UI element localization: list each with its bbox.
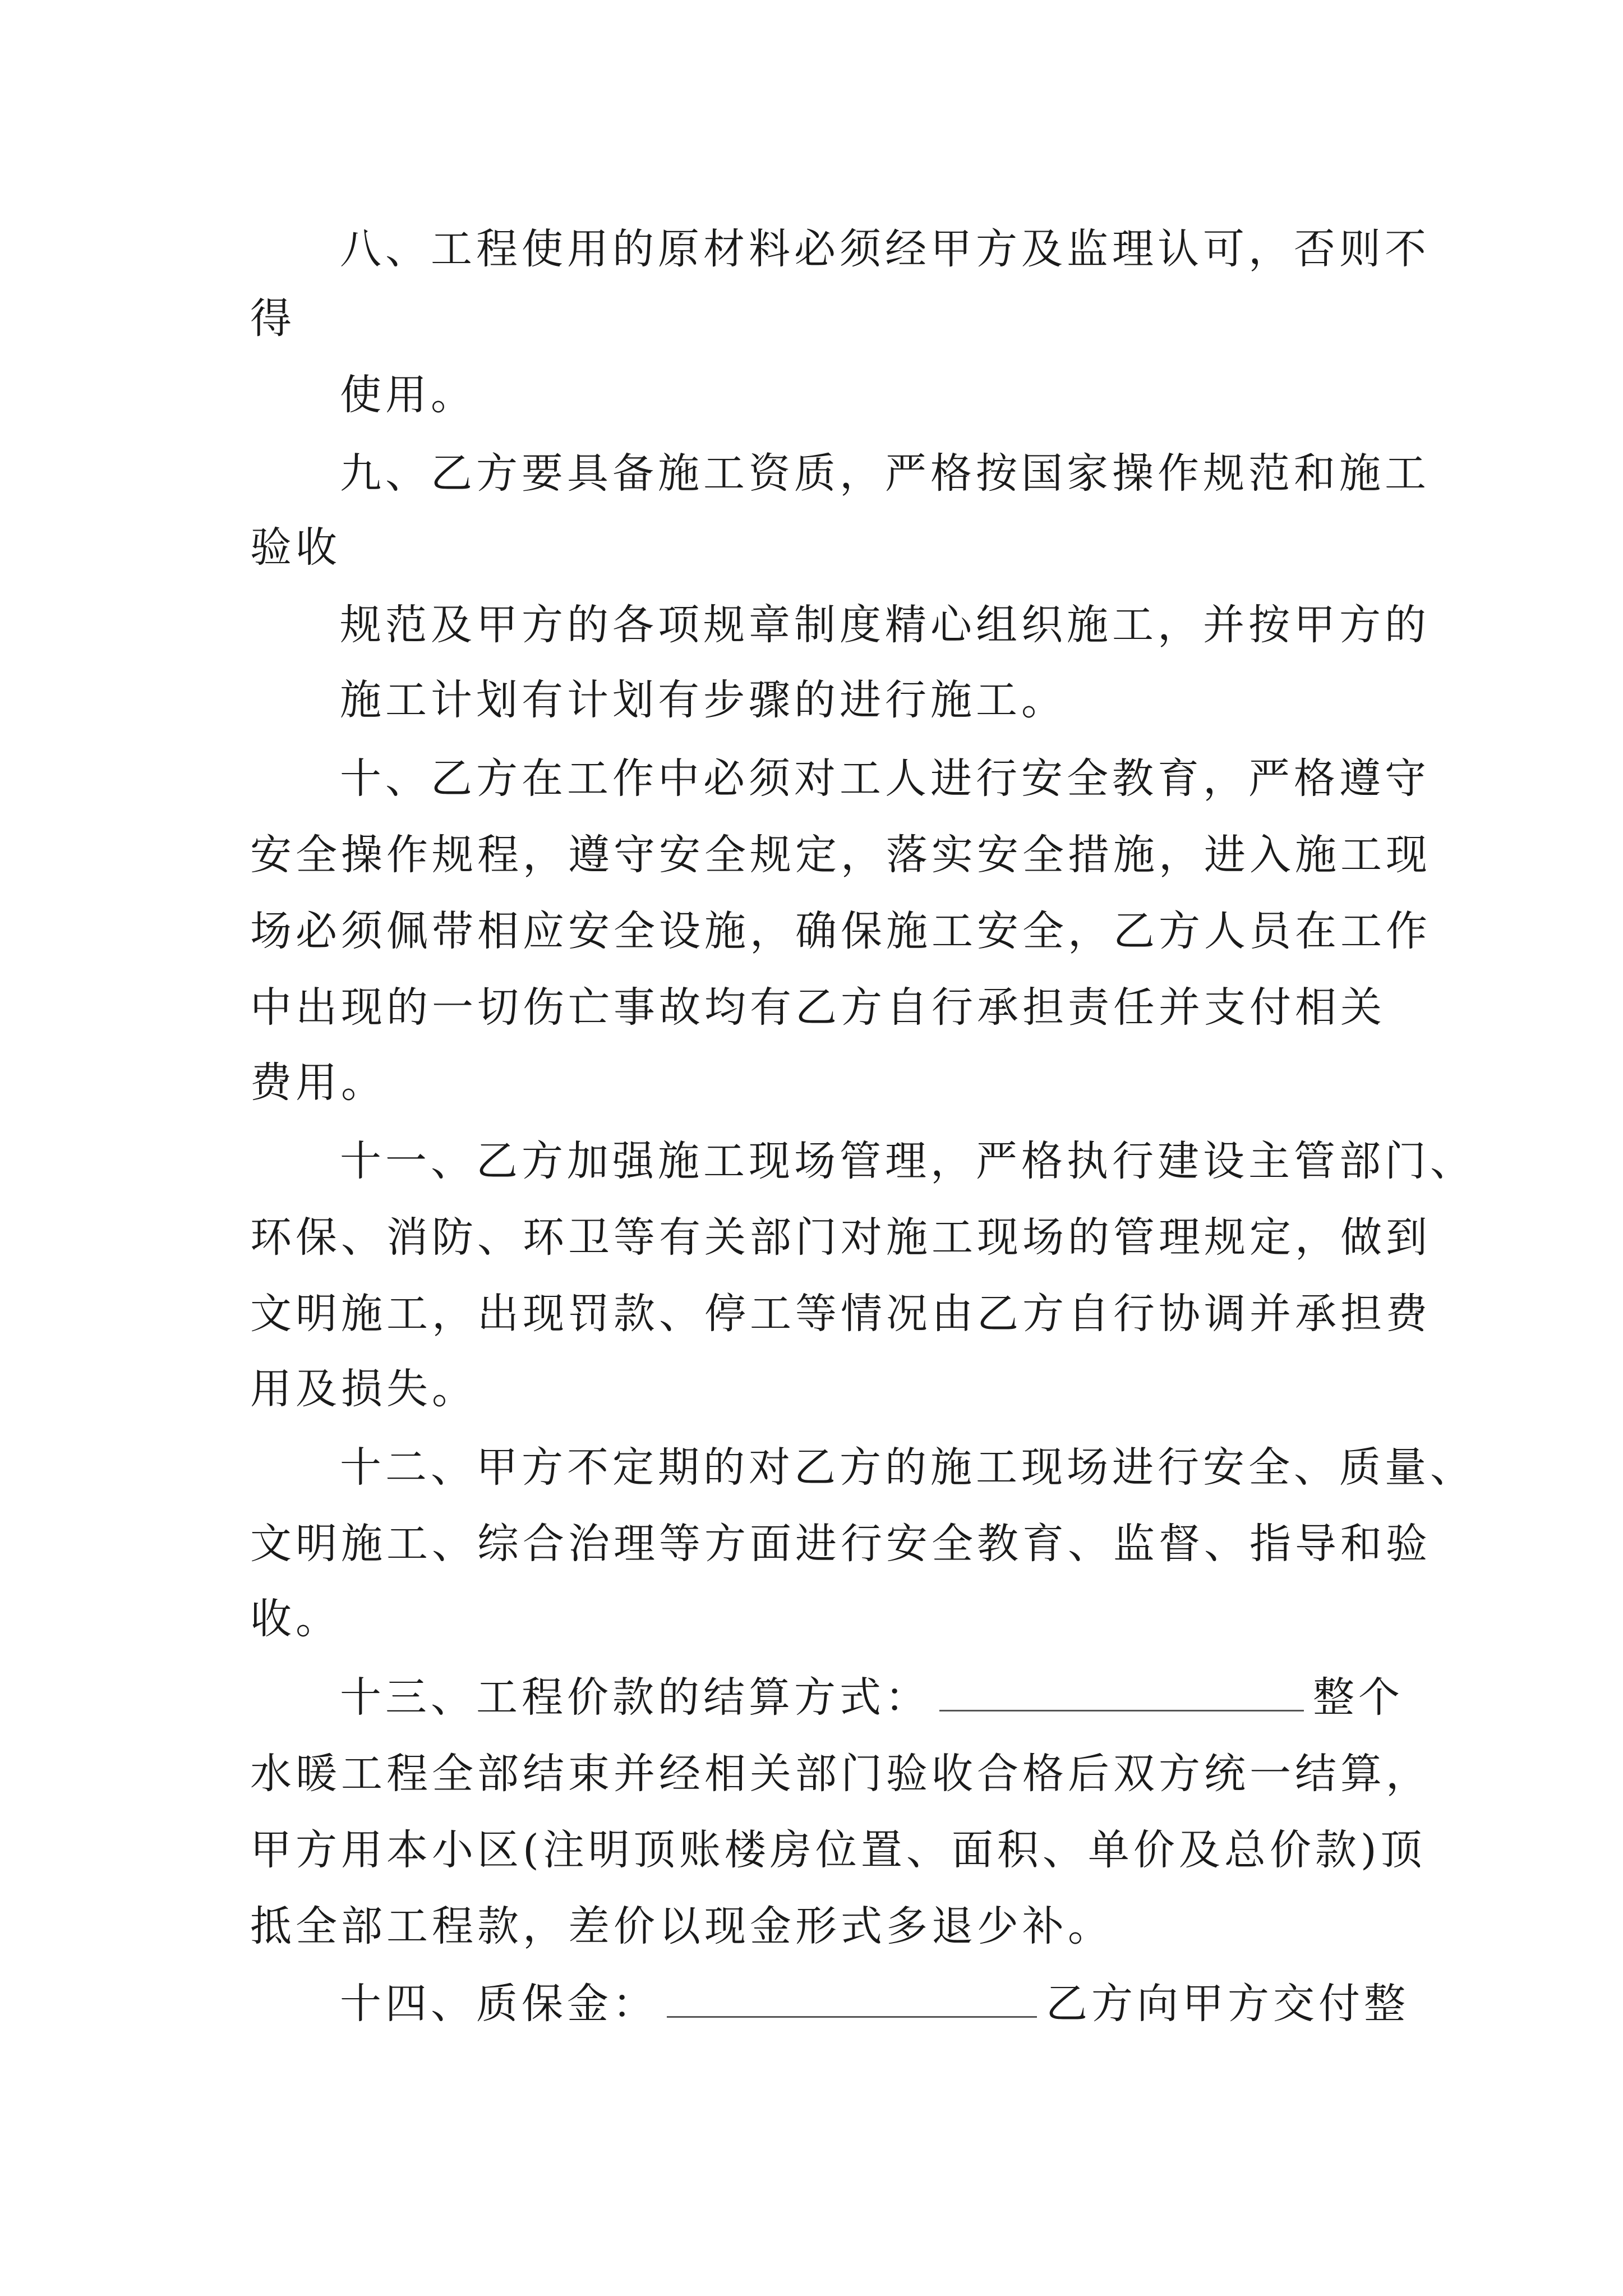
text-line: 使用。 bbox=[340, 371, 476, 419]
text-line: 环保、消防、环卫等有关部门对施工现场的管理规定，做到 bbox=[250, 1213, 1431, 1262]
text-line: 费用。 bbox=[250, 1059, 386, 1107]
text-line: 施工计划有计划有步骤的进行施工。 bbox=[340, 676, 1067, 724]
text-line: 抵全部工程款，差价以现金形式多退少补。 bbox=[250, 1902, 1113, 1950]
text-line: 安全操作规程，遵守安全规定，落实安全措施，进入施工现 bbox=[250, 831, 1431, 879]
clause-13-line bbox=[340, 1664, 1404, 1731]
clause-14-line bbox=[340, 1970, 1409, 2037]
text-line: 得 bbox=[250, 295, 296, 343]
text-line: 规范及甲方的各项规章制度精心组织施工，并按甲方的 bbox=[340, 601, 1430, 649]
text-line: 十二、甲方不定期的对乙方的施工现场进行安全、质量、 bbox=[340, 1443, 1476, 1492]
text-line: 用及损失。 bbox=[250, 1365, 477, 1413]
clause-14-label: 十四、质保金： bbox=[340, 1980, 658, 2028]
text-line: 验收 bbox=[250, 523, 341, 572]
clause-14-tail: 乙方向甲方交付整 bbox=[1046, 1980, 1409, 2028]
text-line: 十一、乙方加强施工现场管理，严格执行建设主管部门、 bbox=[340, 1137, 1476, 1185]
text-line: 收。 bbox=[250, 1595, 341, 1643]
text-line: 水暖工程全部结束并经相关部门验收合格后双方统一结算， bbox=[250, 1750, 1431, 1798]
text-line: 场必须佩带相应安全设施，确保施工安全，乙方人员在工作 bbox=[250, 907, 1431, 955]
settlement-method-blank[interactable] bbox=[939, 1673, 1304, 1711]
text-line: 甲方用本小区(注明顶账楼房位置、面积、单价及总价款)顶 bbox=[250, 1826, 1426, 1874]
text-line: 文明施工、综合治理等方面进行安全教育、监督、指导和验 bbox=[250, 1520, 1431, 1568]
clause-13-label: 十三、工程价款的结算方式： bbox=[340, 1673, 930, 1722]
text-line: 中出现的一切伤亡事故均有乙方自行承担责任并支付相关 bbox=[250, 983, 1386, 1032]
text-line: 九、乙方要具备施工资质，严格按国家操作规范和施工 bbox=[340, 449, 1430, 498]
text-line: 八、工程使用的原材料必须经甲方及监理认可，否则不 bbox=[340, 225, 1430, 273]
warranty-deposit-blank[interactable] bbox=[667, 1979, 1037, 2018]
text-line: 文明施工，出现罚款、停工等情况由乙方自行协调并承担费 bbox=[250, 1290, 1431, 1338]
clause-13-tail: 整个 bbox=[1313, 1673, 1404, 1722]
text-line: 十、乙方在工作中必须对工人进行安全教育，严格遵守 bbox=[340, 754, 1430, 803]
